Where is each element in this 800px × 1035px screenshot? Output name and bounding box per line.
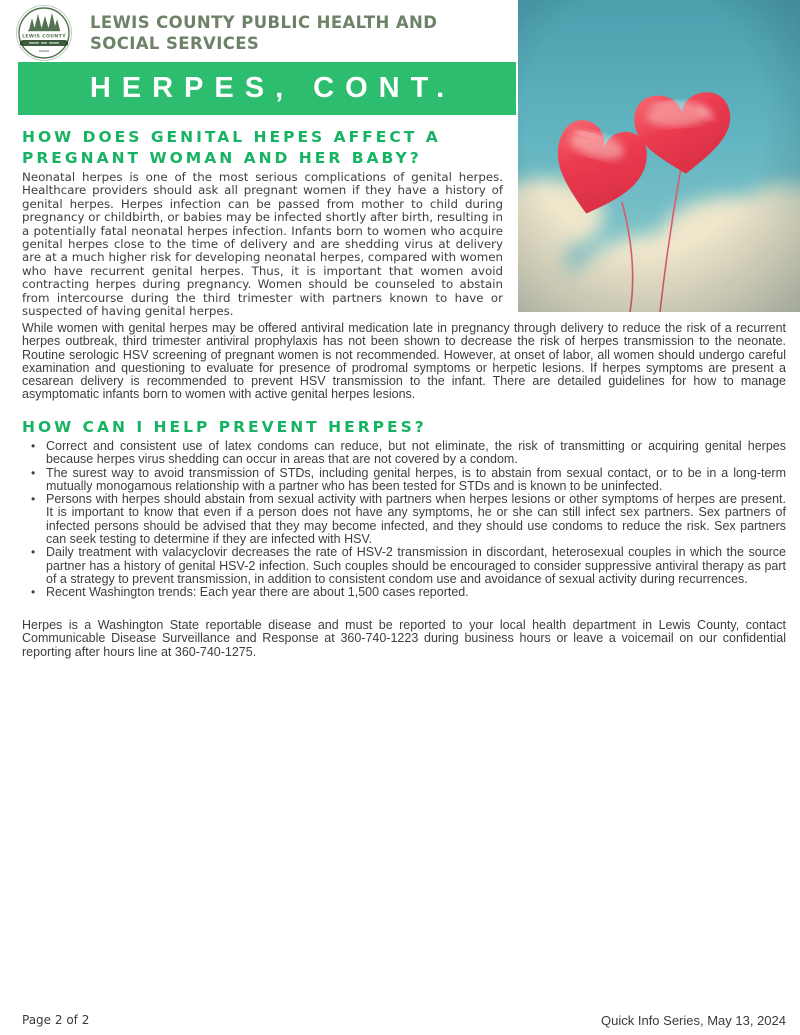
photo-warm-tint: [518, 0, 800, 312]
logo-ribbon: [20, 40, 68, 46]
page-title: HERPES, CONT.: [89, 72, 456, 104]
logo-seal-graphic: [15, 4, 73, 62]
bullet-washington-trends: • Recent Washington trends: Each year there are about 1,500 cases reported.: [22, 586, 786, 599]
prevention-bullet-list: [22, 440, 786, 600]
bullet-condoms: • Correct and consistent use of latex condoms can reduce, but not eliminate, the risk of transmitting or acquiring genital herpes because herpes virus shedding can occur in areas that are not covered by a condom.: [22, 440, 786, 467]
page-number: Page 2 of 2: [22, 1013, 90, 1027]
logo-est-mark: [39, 51, 49, 52]
page-title-banner: [18, 62, 516, 115]
heading-line2: PREGNANT WOMAN AND HER BABY?: [22, 148, 422, 167]
heart-balloons-photo: [518, 0, 800, 312]
org-title-line2: SOCIAL SERVICES: [90, 34, 260, 53]
org-title: [90, 12, 520, 54]
pregnancy-paragraph-2: While women with genital herpes may be offered antiviral medication late in pregnancy through delivery to reduce the risk of a recurrent herpes outbreak, third trimester antiviral prophylaxis has not been shown to decrease the risk of herpes transmission to the neonate. Routine serologic HSV screening of pregnant women is not recommended. However, at onset of labor, all women should undergo careful examination and questioning to evaluate for presence of prodromal symptoms or herpetic lesions. If herpes symptoms are present a cesarean delivery is recommended to prevent HSV transmission to the infant. There are detailed guidelines for how to manage asymptomatic infants born to women with active genital herpes lesions.: [22, 321, 786, 402]
org-title-line1: LEWIS COUNTY PUBLIC HEALTH AND: [90, 13, 438, 32]
reporting-paragraph: Herpes is a Washington State reportable disease and must be reported to your local health department in Lewis County, contact Communicable Disease Surveillance and Response at 360-740-1223 during business hours or leave a voicemail on our confidential reporting after hours line at 360-740-1275.: [22, 618, 786, 659]
heading-line1: HOW DOES GENITAL HEPES AFFECT A: [22, 128, 441, 146]
section-heading-prevention: HOW CAN I HELP PREVENT HERPES?: [22, 418, 427, 436]
bullet-abstain: • The surest way to avoid transmission of STDs, including genital herpes, is to abstain from sexual contact, or to be in a long-term mutually monogamous relationship with a partner who has been tested for STDs and is known to be uninfected.: [22, 467, 786, 494]
logo-text: LEWIS COUNTY: [22, 34, 66, 40]
series-date: Quick Info Series, May 13, 2024: [601, 1013, 786, 1028]
section-heading-pregnancy: [22, 127, 522, 168]
bullet-valacyclovir: • Daily treatment with valacyclovir decreases the rate of HSV-2 transmission in discordant, heterosexual couples in which the source partner has a history of genital HSV-2 infection. Such couples should be encouraged to consider suppressive antiviral therapy as part of a strategy to prevent transmission, in addition to consistent condom use and avoidance of sexual activity during recurrences.: [22, 546, 786, 586]
bullet-symptoms: • Persons with herpes should abstain from sexual activity with partners when herpes lesions or other symptoms of herpes are present. It is important to know that even if a person does not have any symptoms, he or she can still infect sex partners. Sex partners of infected persons should be advised that they may become infected, and they should use condoms to reduce the risk. Sex partners can seek testing to determine if they are infected with HSV.: [22, 493, 786, 546]
pregnancy-paragraph-1: Neonatal herpes is one of the most serious complications of genital herpes. Healthcare providers should ask all pregnant women if they have a history of genital herpes. Herpes infection can be passed from mother to child during pregnancy or childbirth, or babies may be infected shortly after birth, resulting in a potentially fatal neonatal herpes infection. Infants born to women who acquire genital herpes close to the time of delivery and are shedding virus at delivery are at a much higher risk for developing neonatal herpes, compared with women who have recurrent genital herpes. Thus, it is important that women avoid contracting herpes during pregnancy. Women should be counseled to abstain from intercourse during the third trimester with partners known to have or suspected of having genital herpes.: [22, 170, 503, 319]
lewis-county-logo: [15, 4, 73, 62]
heart-balloons-graphic: [518, 0, 800, 312]
